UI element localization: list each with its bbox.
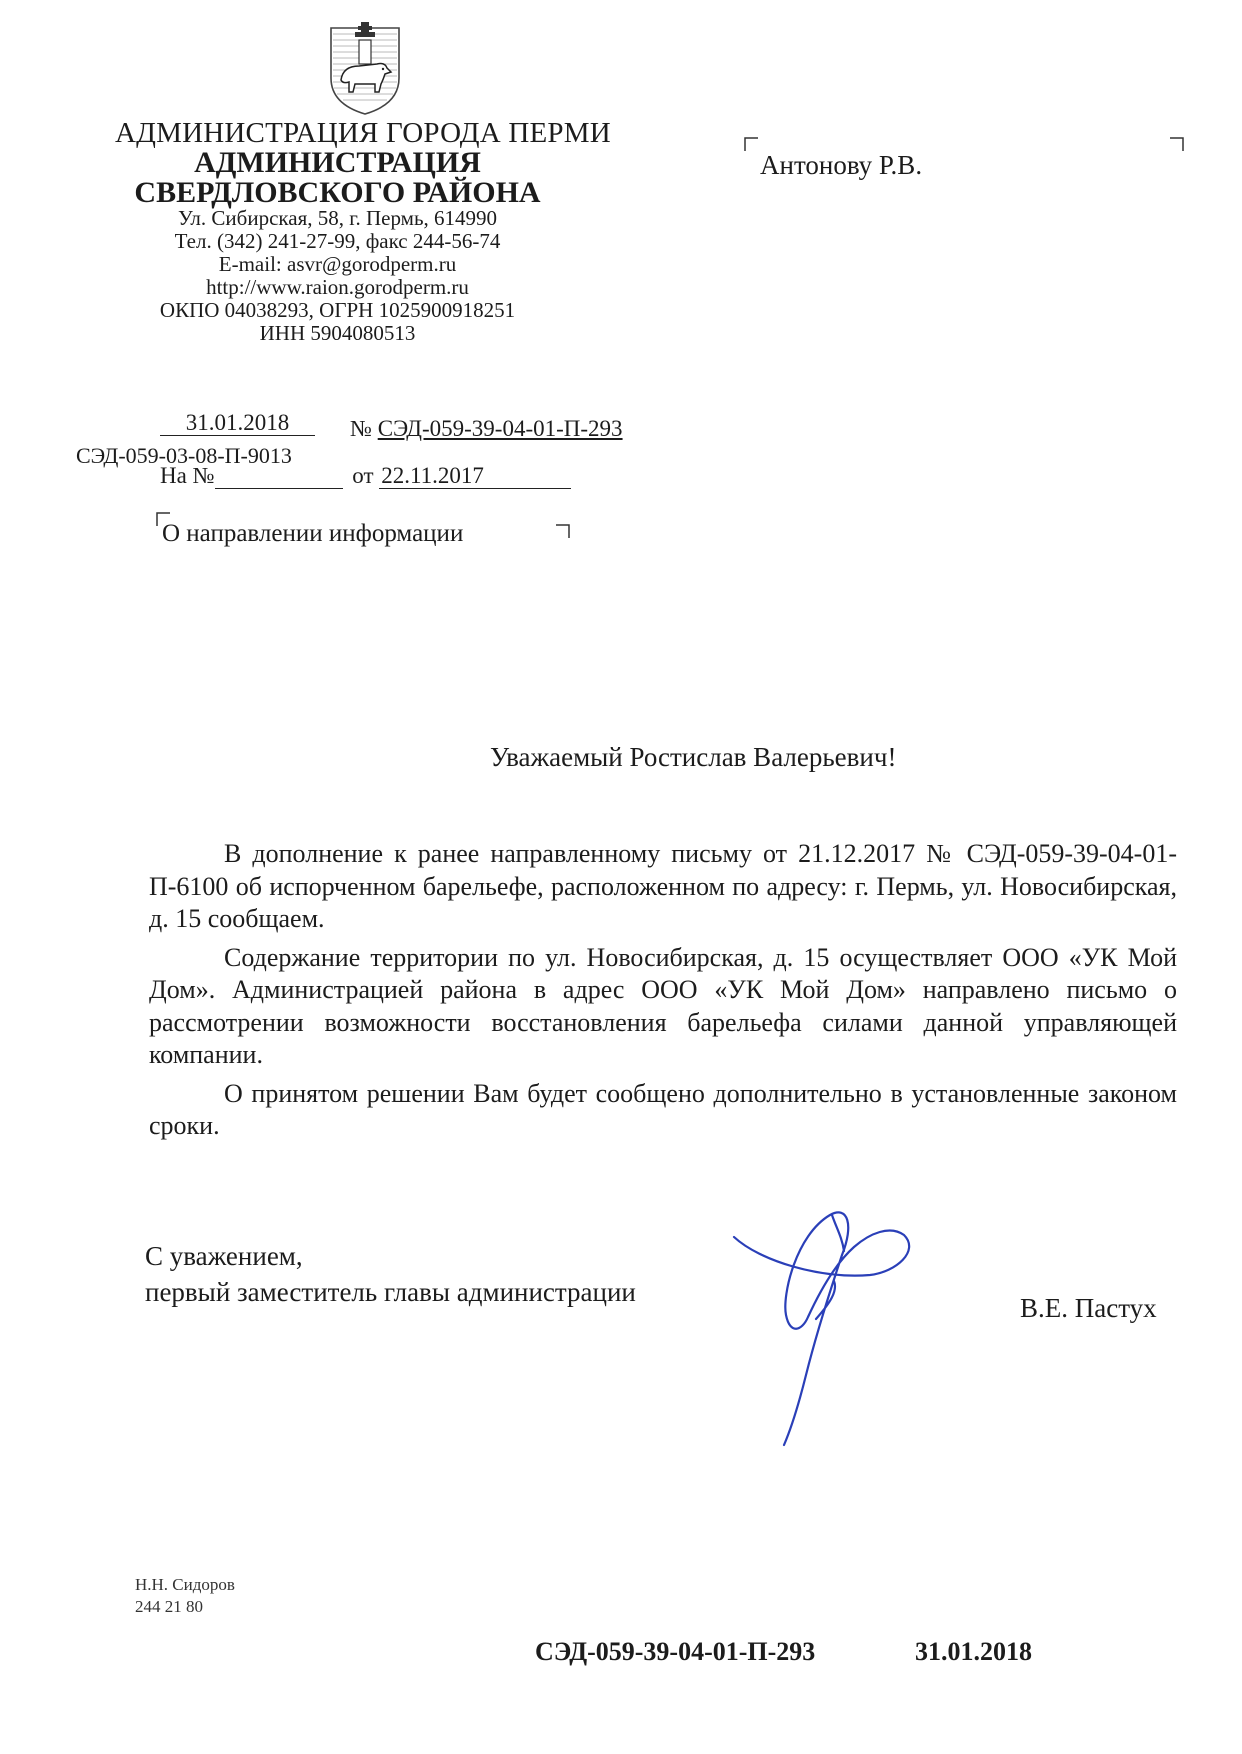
registration-number-value: СЭД-059-39-04-01-П-293 xyxy=(377,416,623,441)
body-paragraph-2: Содержание территории по ул. Новосибирская, д. 15 осуществляет ООО «УК Мой Дом». Администрацией района в адрес ООО «УК Мой Дом» направлено письмо о рассмотрении возможности восстановления барельефа силами данной управляющей компании. xyxy=(149,942,1177,1069)
org-line-admin: АДМИНИСТРАЦИЯ xyxy=(194,146,481,179)
addressee: Антонову Р.В. xyxy=(760,150,923,180)
org-website: http://www.raion.gorodperm.ru xyxy=(206,275,469,299)
corner-mark-right xyxy=(1170,137,1184,151)
in-reply-prefix: На № xyxy=(160,463,215,488)
org-inn: ИНН 5904080513 xyxy=(259,321,416,345)
letter-body xyxy=(149,838,1177,1143)
body-paragraph-3: О принятом решении Вам будет сообщено дополнительно в установленные законом сроки. xyxy=(149,1078,1177,1140)
subject: О направлении информации xyxy=(162,520,464,547)
closing: С уважением, xyxy=(145,1241,303,1271)
executor-name: Н.Н. Сидоров xyxy=(135,1575,235,1594)
body-paragraph-1: В дополнение к ранее направленному письму от 21.12.2017 № СЭД-059-39-04-01-П-6100 об испорченном барельефе, расположенном по адресу: г. Пермь, ул. Новосибирская, д. 15 сообщаем. xyxy=(149,839,1177,933)
from-prefix: от xyxy=(352,463,374,488)
org-address: Ул. Сибирская, 58, г. Пермь, 614990 xyxy=(177,206,498,230)
footer-doc-date: 31.01.2018 xyxy=(915,1637,1032,1666)
in-reply-line xyxy=(160,463,571,489)
executor-phone: 244 21 80 xyxy=(135,1597,203,1616)
registration-number-line xyxy=(350,416,623,442)
org-phone: Тел. (342) 241-27-99, факс 244-56-74 xyxy=(174,229,501,253)
org-email: E-mail: asvr@gorodperm.ru xyxy=(218,252,457,276)
greeting: Уважаемый Ростислав Валерьевич! xyxy=(490,742,897,772)
org-okpo-ogrn: ОКПО 04038293, ОГРН 1025900918251 xyxy=(159,298,516,322)
registration-date xyxy=(160,410,315,436)
org-line-district: СВЕРДЛОВСКОГО РАЙОНА xyxy=(134,176,541,209)
signer-position: первый заместитель главы администрации xyxy=(145,1277,636,1307)
signer-name: В.Е. Пастух xyxy=(1020,1293,1157,1323)
coat-of-arms-emblem xyxy=(325,18,405,116)
subject-corner-right xyxy=(556,524,570,538)
reference-number: СЭД-059-03-08-П-9013 xyxy=(76,443,292,468)
reference-date-value: 22.11.2017 xyxy=(379,464,571,489)
registration-number-prefix: № xyxy=(350,416,372,441)
footer-doc-number: СЭД-059-39-04-01-П-293 xyxy=(535,1637,816,1666)
handwritten-signature xyxy=(720,1195,930,1455)
registration-date-value: 31.01.2018 xyxy=(160,411,315,436)
corner-mark-left xyxy=(744,137,758,151)
org-line-city-admin: АДМИНИСТРАЦИЯ ГОРОДА ПЕРМИ xyxy=(115,117,611,149)
